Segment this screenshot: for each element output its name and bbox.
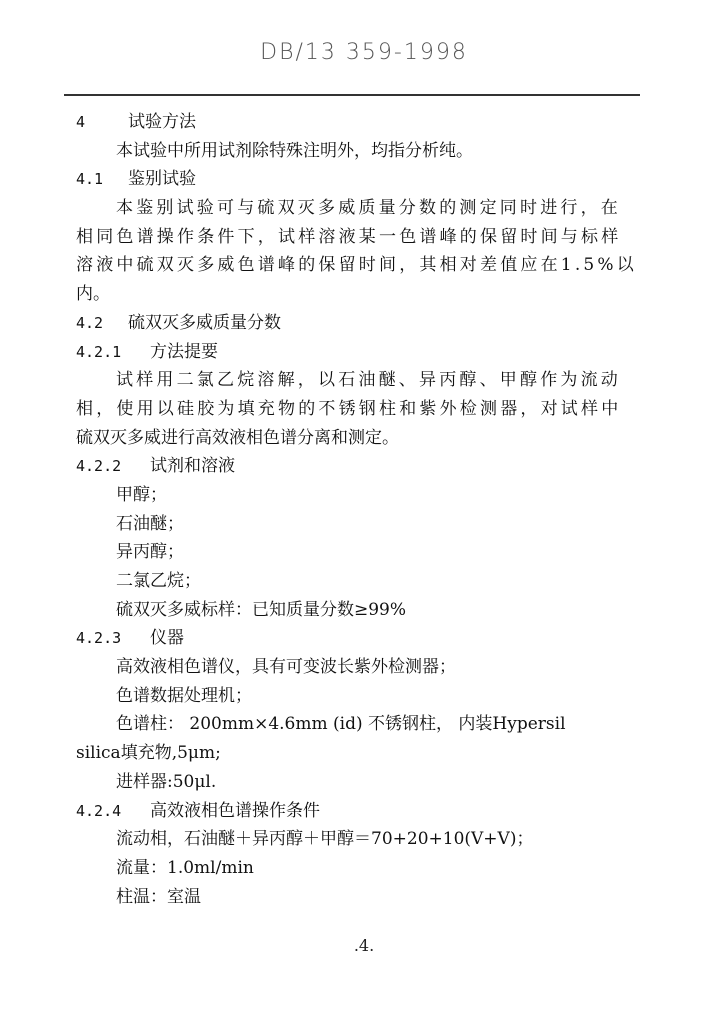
section-title: 高效液相色谱操作条件	[150, 800, 320, 821]
paragraph-line: 硫双灭多威进行高效液相色谱分离和测定。	[76, 427, 399, 448]
section-heading	[76, 338, 646, 367]
section-number: 4.2.1	[76, 342, 122, 361]
list-item: 甲醇；	[116, 484, 167, 505]
section-heading	[76, 165, 646, 194]
paragraph-line: 溶液中硫双灭多威色谱峰的保留时间，其相对差值应在1.5%以	[76, 255, 637, 276]
section-title: 仪器	[150, 628, 184, 649]
section-title: 鉴别试验	[128, 169, 196, 190]
list-item: 二氯乙烷；	[116, 571, 201, 591]
section-heading	[76, 797, 646, 826]
section-number: 4.2	[76, 313, 104, 332]
list-item: 硫双灭多威标样：已知质量分数≥99%	[116, 599, 407, 620]
list-item: 异丙醇；	[116, 542, 184, 563]
section-title: 硫双灭多威质量分数	[128, 312, 281, 333]
section-heading	[76, 624, 646, 653]
section-heading	[76, 452, 646, 481]
list-item: 进样器:50μl.	[116, 771, 217, 792]
list-item: 色谱柱： 200mm×4.6mm (id) 不锈钢柱， 内装Hypersil	[116, 714, 566, 735]
section-number: 4	[76, 113, 86, 131]
paragraph-line: 内。	[76, 284, 110, 305]
list-item: 流量：1.0ml/min	[116, 857, 254, 878]
list-item: 柱温：室温	[116, 886, 201, 907]
section-number: 4.2.4	[76, 801, 122, 820]
paragraph-line: 本鉴别试验可与硫双灭多威质量分数的测定同时进行，在	[116, 198, 621, 219]
header-rule	[64, 94, 640, 96]
list-item: 高效液相色谱仪，具有可变波长紫外检测器；	[116, 657, 456, 678]
paragraph-line: 本试验中所用试剂除特殊注明外，均指分析纯。	[116, 140, 473, 161]
section-title: 试剂和溶液	[150, 456, 235, 477]
list-item: 石油醚；	[116, 513, 184, 534]
section-heading	[76, 309, 646, 338]
list-item: 色谱数据处理机；	[116, 685, 252, 706]
section-heading	[76, 108, 646, 137]
paragraph-line: 试样用二氯乙烷溶解，以石油醚、异丙醇、甲醇作为流动	[116, 370, 621, 391]
list-item: 流动相，石油醚＋异丙醇＋甲醇＝70+20+10(V+V)；	[116, 829, 534, 850]
standard-code-header: DB/13 359-1998	[260, 40, 468, 65]
section-number: 4.2.2	[76, 457, 122, 476]
paragraph-line: 相同色谱操作条件下，试样溶液某一色谱峰的保留时间与标样	[76, 226, 622, 247]
page-number: .4.	[353, 936, 375, 955]
paragraph-line: 相，使用以硅胶为填充物的不锈钢柱和紫外检测器，对试样中	[76, 398, 622, 419]
section-title: 方法提要	[150, 341, 218, 362]
list-item: silica填充物,5μm;	[76, 743, 221, 764]
section-title: 试验方法	[128, 112, 196, 132]
section-number: 4.2.3	[76, 629, 122, 648]
section-number: 4.1	[76, 170, 104, 189]
document-body	[76, 108, 646, 911]
